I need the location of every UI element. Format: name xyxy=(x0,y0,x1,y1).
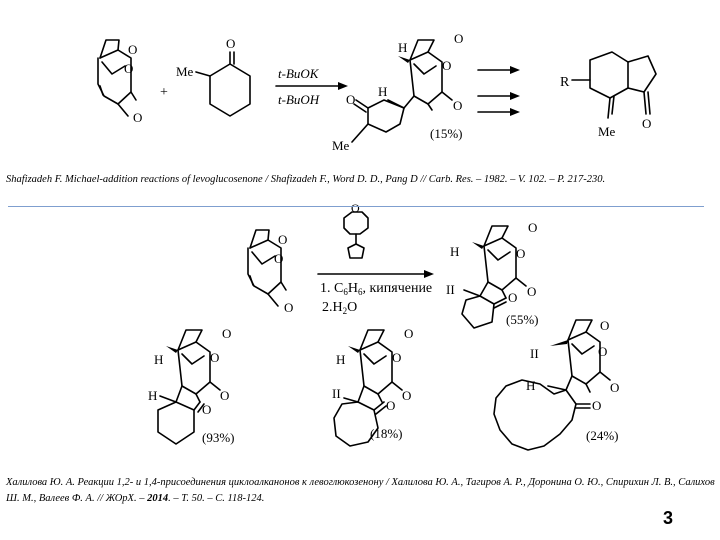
section-divider xyxy=(8,206,704,207)
citation-khalilova xyxy=(6,475,716,507)
svg-text:t-BuOK: t-BuOK xyxy=(278,66,319,81)
svg-text:O: O xyxy=(222,326,232,341)
svg-text:O: O xyxy=(351,201,360,215)
levoglucosenone-middle xyxy=(248,230,293,315)
svg-text:O: O xyxy=(386,398,396,413)
citation-khalilova-part1: Халилова Ю. А. Реакции 1,2- и 1,4-присоединения циклоалканонов к левоглюкозенону / Халилова Ю. А., Тагиров А. Р., Доронина О. Ю., Спирихин Л. В., Салихов Ш. М., Валеев Ф. А. // ЖОрХ. – xyxy=(6,477,715,504)
svg-text:H: H xyxy=(336,352,346,367)
svg-text:O: O xyxy=(278,232,288,247)
svg-text:O: O xyxy=(516,246,526,261)
svg-text:O: O xyxy=(404,326,414,341)
citation-shafizadeh: Shafizadeh F. Michael-addition reactions of levoglucosenone / Shafizadeh F., Word D. D., Pang D // Carb. Res. – 1982. – V. 102. – P. 217-230. xyxy=(6,174,606,185)
adduct-cyclododecanone xyxy=(494,318,619,450)
methylcyclohexanone xyxy=(176,36,250,116)
svg-text:O: O xyxy=(453,98,463,113)
adduct-cycloheptanone xyxy=(332,326,413,446)
svg-text:O: O xyxy=(528,220,538,235)
svg-text:(93%): (93%) xyxy=(202,430,235,445)
svg-text:Me: Me xyxy=(598,124,616,139)
svg-text:O: O xyxy=(600,318,610,333)
svg-text:O: O xyxy=(598,344,608,359)
page-number: 3 xyxy=(663,508,674,528)
svg-text:(55%): (55%) xyxy=(506,312,539,327)
svg-text:O: O xyxy=(442,58,452,73)
svg-text:Me: Me xyxy=(332,138,350,153)
svg-text:O: O xyxy=(124,61,134,76)
svg-text:O: O xyxy=(402,388,412,403)
levoglucosenone-top xyxy=(98,40,142,125)
svg-text:O: O xyxy=(210,350,220,365)
adduct-methylcyclohexanone xyxy=(332,31,463,153)
svg-text:O: O xyxy=(346,92,356,107)
svg-text:O: O xyxy=(527,284,537,299)
svg-text:(18%): (18%) xyxy=(370,426,403,441)
reaction-arrows-multistep xyxy=(478,66,520,116)
svg-text:O: O xyxy=(508,290,518,305)
morpholine-enamine-reagent xyxy=(344,201,368,258)
svg-text:t-BuOH: t-BuOH xyxy=(278,92,320,107)
svg-text:R: R xyxy=(560,75,570,90)
svg-text:O: O xyxy=(284,300,294,315)
svg-text:O: O xyxy=(454,31,464,46)
svg-text:H: H xyxy=(526,378,536,393)
svg-text:1. C6H6, кипячение: 1. $C_6H_6$, кипячение xyxy=(320,281,433,297)
adduct-cyclopentanone xyxy=(446,220,539,328)
svg-text:O: O xyxy=(642,116,652,131)
svg-text:H: H xyxy=(148,388,158,403)
svg-text:Me: Me xyxy=(176,64,194,79)
svg-text:O: O xyxy=(274,251,284,266)
svg-text:O: O xyxy=(592,398,602,413)
svg-text:O: O xyxy=(128,42,138,57)
svg-text:II: II xyxy=(530,346,539,361)
reaction-arrow-2 xyxy=(318,270,434,316)
adduct-cyclohexanone xyxy=(148,326,235,445)
citation-khalilova-year: 2014 xyxy=(147,493,169,504)
hydrindenone-product xyxy=(560,52,656,139)
plus-sign: + xyxy=(160,85,168,100)
svg-text:O: O xyxy=(226,36,236,51)
svg-text:2.H2O: $2.H_2O$ xyxy=(322,300,358,316)
svg-text:II: II xyxy=(446,282,455,297)
svg-text:H: H xyxy=(378,84,388,99)
citation-khalilova-part2: . – Т. 50. – С. 118-124. xyxy=(168,493,265,504)
svg-text:O: O xyxy=(202,402,212,417)
svg-text:O: O xyxy=(610,380,620,395)
svg-text:(15%): (15%) xyxy=(430,126,463,141)
svg-text:H: H xyxy=(450,244,460,259)
svg-text:H: H xyxy=(398,40,408,55)
svg-text:O: O xyxy=(133,110,143,125)
svg-text:O: O xyxy=(392,350,402,365)
svg-text:II: II xyxy=(332,386,341,401)
svg-text:O: O xyxy=(220,388,230,403)
svg-text:(24%): (24%) xyxy=(586,428,619,443)
reaction-arrow-1 xyxy=(276,66,348,107)
svg-text:H: H xyxy=(154,352,164,367)
